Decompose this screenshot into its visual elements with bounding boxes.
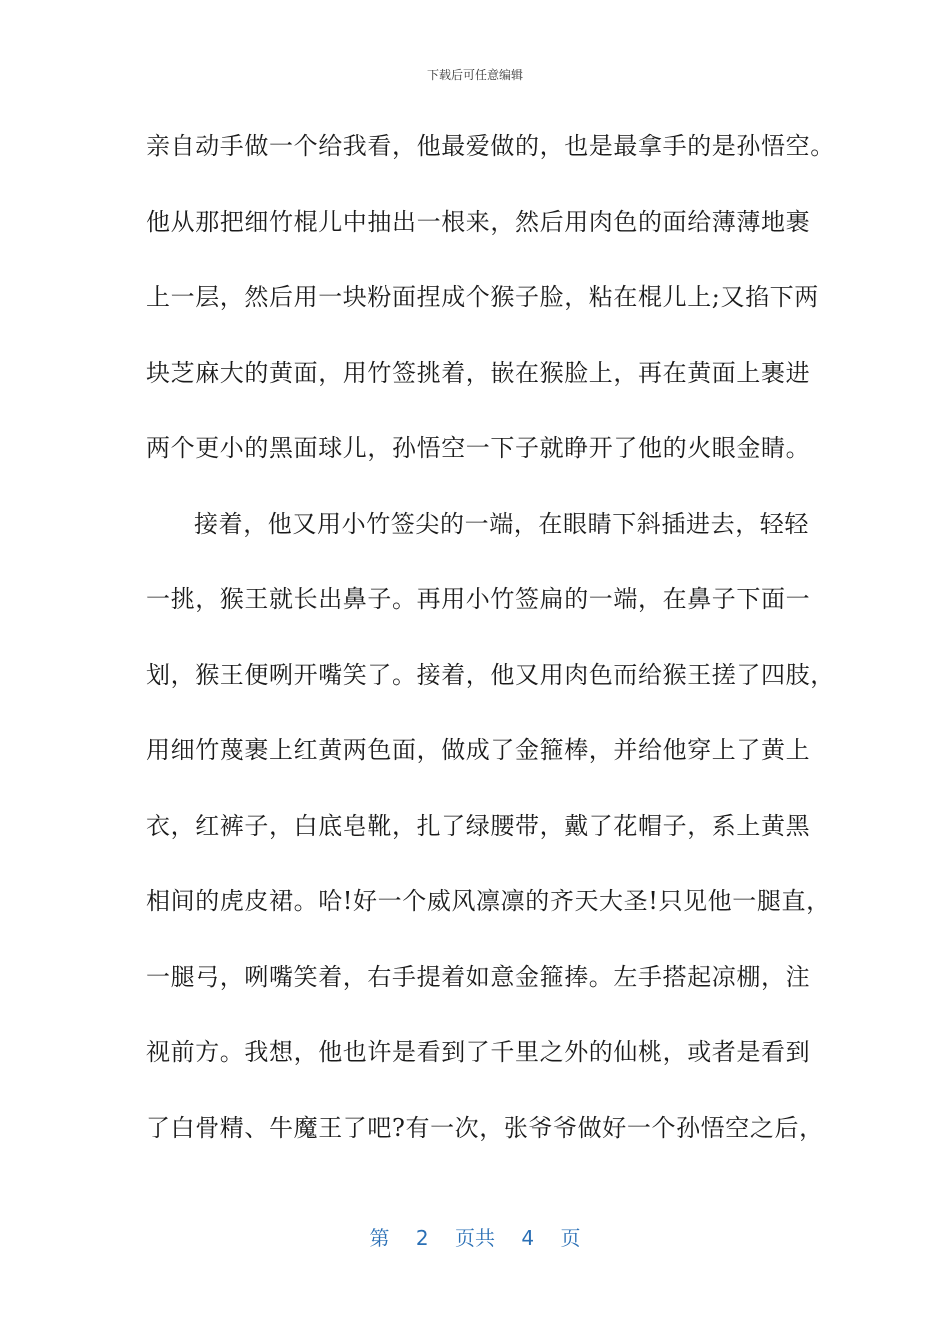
page-footer	[0, 1224, 950, 1252]
paragraph-start-line: 接着，他又用小竹签尖的一端，在眼睛下斜插进去，轻轻	[194, 509, 809, 538]
page-label-middle: 页共	[455, 1226, 495, 1250]
text-line: 了白骨精、牛魔王了吧?有一次，张爷爷做好一个孙悟空之后，	[146, 1113, 824, 1142]
text-line: 划，猴王便咧开嘴笑了。接着，他又用肉色而给猴王搓了四肢，	[146, 660, 835, 689]
text-line: 一腿弓，咧嘴笑着，右手提着如意金箍捧。左手搭起凉棚，注	[146, 962, 811, 991]
text-line: 上一层，然后用一块粉面捏成个猴子脸，粘在棍儿上;又掐下两	[146, 283, 819, 311]
text-line: 一挑，猴王就长出鼻子。再用小竹签扁的一端，在鼻子下面一	[146, 585, 811, 613]
page-label-prefix: 第	[369, 1226, 390, 1250]
text-line: 他从那把细竹棍儿中抽出一根来，然后用肉色的面给薄薄地裹	[146, 207, 811, 236]
text-line: 相间的虎皮裙。哈!好一个威风凛凛的齐天大圣!只见他一腿直，	[146, 887, 831, 915]
text-line: 亲自动手做一个给我看，他最爱做的，也是最拿手的是孙悟空。	[146, 132, 835, 160]
text-line: 衣，红裤子，白底皂靴，扎了绿腰带，戴了花帽子，系上黄黑	[146, 811, 811, 840]
text-line: 用细竹蔑裹上红黄两色面，做成了金箍棒，并给他穿上了黄上	[146, 736, 811, 764]
total-pages-number: 4	[521, 1226, 535, 1250]
page-header: 下载后可任意编辑	[426, 68, 523, 82]
document-body	[146, 118, 835, 1175]
page-label-suffix: 页	[560, 1226, 581, 1250]
text-line: 块芝麻大的黄面，用竹签挑着，嵌在猴脸上，再在黄面上裹进	[146, 358, 811, 387]
current-page-number: 2	[415, 1226, 429, 1250]
text-line: 视前方。我想，他也许是看到了千里之外的仙桃，或者是看到	[146, 1038, 811, 1066]
text-line: 两个更小的黑面球儿，孙悟空一下子就睁开了他的火眼金睛。	[146, 434, 811, 462]
